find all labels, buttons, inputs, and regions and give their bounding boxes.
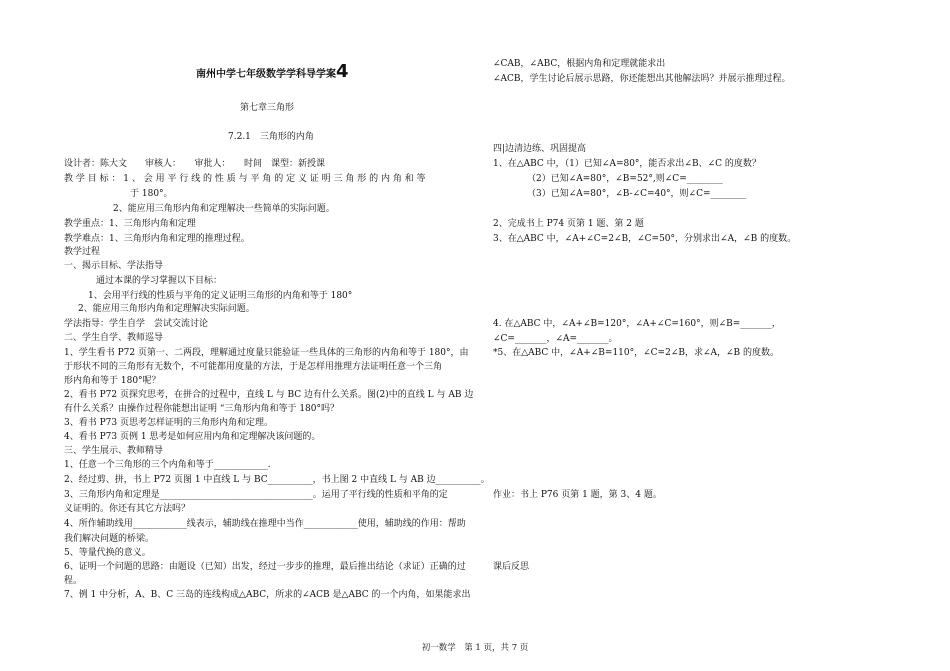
exercise-line: 5、等量代换的意义。 [64, 548, 151, 558]
exercise-line: 4、所作辅助线用____________线表示，辅助线在推理中当作____________使用，辅助线的作用：帮助 [64, 519, 466, 529]
practice-item: *5、在△ABC 中，∠A+∠B=110°，∠C=2∠B，求∠A，∠B 的度数。 [493, 348, 780, 358]
practice-item: 3、在△ABC 中，∠A+∠C=2∠B，∠C=50°，分别求出∠A，∠B 的度数。 [493, 234, 797, 244]
body-text-line: 3、看书 P73 页思考怎样证明的三角形内角和定理。 [64, 418, 273, 428]
objective-intro: 通过本课的学习掌握以下目标： [96, 276, 223, 286]
reflection-heading: 课后反思 [493, 562, 530, 572]
body-text-line: 4、看书 P73 页例 1 思考是如何应用内角和定理解决该问题的。 [64, 432, 321, 442]
right-text-line: ∠CAB，∠ABC，根据内角和定理就能求出 [493, 59, 666, 69]
exercise-line: 3、三角形内角和定理是__________________________________。运用了平行线的性质和平角的定 [64, 490, 448, 500]
practice-item: ∠C=_______，∠A=_______。 [493, 334, 618, 344]
exercise-line: 义证明的。你还有其它方法吗？ [64, 504, 191, 514]
practice-item: （2）已知∠A=80°，∠B=52°,则∠C=________ [527, 174, 723, 184]
exercise-line: 程。 [64, 576, 83, 586]
body-text-line: 形内角和等于 180°呢？ [64, 376, 161, 386]
teaching-goal-line: 2、能应用三角形内角和定理解决一些简单的实际问题。 [113, 204, 335, 214]
method-guidance: 学法指导：学生自学 尝试交流讨论 [64, 319, 209, 329]
key-point-line: 教学重点：1、三角形内角和定理 [64, 219, 196, 229]
practice-item: （3）已知∠A=80°，∠B-∠C=40°，则∠C=________ [527, 189, 747, 199]
homework-line: 作业：书上 P76 页第 1 题，第 3、4 题。 [493, 490, 662, 500]
body-text-line: 2、看书 P72 页探究思考，在拼合的过程中，直线 L 与 BC 边有什么关系。图(2)中的直线 L 与 AB 边 [64, 390, 474, 400]
page-footer: 初一数学 第 1 页，共 7 页 [421, 643, 529, 653]
body-text-line: 于形状不同的三角形有无数个，不可能都用度量的方法，于是怎样用推理方法证明任意一个三角 [64, 362, 443, 372]
section-heading: 7.2.1 三角形的内角 [228, 132, 314, 142]
section-heading-1: 一、揭示目标、学法指导 [64, 261, 164, 271]
exercise-line: 1、任意一个三角形的三个内角和等于____________. [64, 460, 271, 470]
teaching-goal-line: 于 180°。 [130, 189, 173, 199]
right-text-line: ∠ACB，学生讨论后展示思路，你还能想出其他解法吗？并展示推理过程。 [493, 74, 791, 84]
section-heading-4: 四|边清边练、巩固提高 [493, 144, 587, 154]
body-text-line: 有什么关系？由操作过程你能想出证明 “三角形内角和等于 180°吗？ [64, 404, 340, 414]
exercise-line: 6、证明一个问题的思路：由题设（已知）出发，经过一步步的推理，最后推出结论（求证）正确的过 [64, 562, 466, 572]
practice-item: 1、在△ABC 中，（1）已知∠A=80°，能否求出∠B、∠C 的度数？ [493, 159, 761, 169]
objective-item: 1、会用平行线的性质与平角的定义证明三角形的内角和等于 180° [88, 291, 353, 301]
chapter-heading: 第七章三角形 [240, 103, 295, 113]
exercise-line: 2、经过剪、拼，书上 P72 页图 1 中直线 L 与 BC__________，书上图 2 中直线 L 与 AB 边__________。 [64, 475, 490, 485]
difficulty-line: 教学难点：1、三角形内角和定理的推理过程。 [64, 234, 250, 244]
section-heading-3: 三、学生展示、教师精导 [64, 446, 164, 456]
section-heading-2: 二、学生自学、教师巡导 [64, 333, 164, 343]
exercise-line: 7、例 1 中分析，A、B、C 三岛的连线构成△ABC，所求的∠ACB 是△ABC 的一个内角，如果能求出 [64, 590, 471, 600]
body-text-line: 1、学生看书 P72 页第一、二两段，理解通过度量只能验证一些具体的三角形的内角和等于 180°，由 [64, 348, 469, 358]
practice-item: 2、完成书上 P74 页第 1 题、第 2 题 [493, 219, 644, 229]
document-title [196, 61, 349, 82]
practice-item: 4. 在△ABC 中，∠A+∠B=120°，∠A+∠C=160°，则∠B=_______， [493, 319, 781, 329]
exercise-line: 我们解决问题的桥梁。 [64, 534, 155, 544]
design-info-line: 设计者：陈大文 审核人： 审批人： 时间 课型：新授课 [64, 159, 326, 169]
process-heading: 教学过程 [64, 247, 101, 257]
title-number: 4 [336, 61, 349, 82]
teaching-goal-line: 教 学 目 标 ： 1 、 会 用 平 行 线 的 性 质 与 平 角 的 定 义 证 明 三 角 形 的 内 角 和 等 [64, 174, 426, 184]
objective-item: 2、能应用三角形内角和定理解决实际问题。 [78, 304, 255, 314]
title-text: 南州中学七年级数学学科导学案 [196, 69, 336, 80]
